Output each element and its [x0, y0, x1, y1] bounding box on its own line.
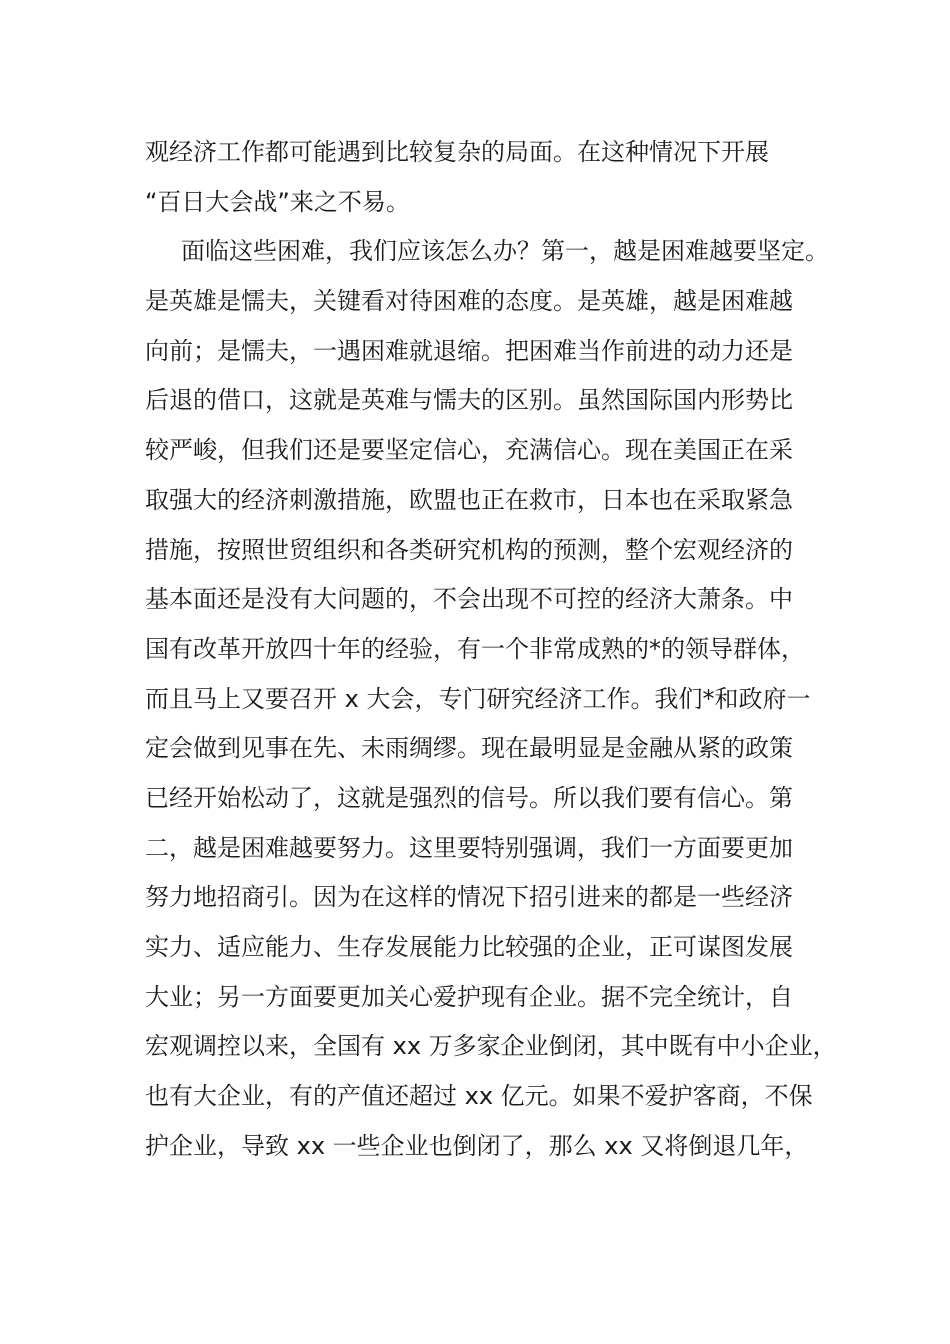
text-line: 定会做到见事在先、未雨绸缪。现在最明显是金融从紧的政策: [145, 734, 793, 763]
text-line: 护企业，导致 xx 一些企业也倒闭了，那么 xx 又将倒退几年，: [145, 1131, 809, 1160]
text-line: 向前；是懦夫，一遇困难就退缩。把困难当作前进的动力还是: [145, 336, 793, 365]
paragraph-start-line: 面临这些困难，我们应该怎么办？第一，越是困难越要坚定。: [181, 237, 829, 266]
text-line: 是英雄是懦夫，关键看对待困难的态度。是英雄，越是困难越: [145, 287, 793, 316]
text-line: 二，越是困难越要努力。这里要特别强调，我们一方面要更加: [145, 833, 793, 862]
text-line: 观经济工作都可能遇到比较复杂的局面。在这种情况下开展: [145, 138, 769, 166]
text-line: 基本面还是没有大问题的，不会出现不可控的经济大萧条。中: [145, 585, 793, 614]
text-line: 也有大企业，有的产值还超过 xx 亿元。如果不爱护客商，不保: [145, 1082, 813, 1111]
text-line: 努力地招商引。因为在这样的情况下招引进来的都是一些经济: [145, 883, 793, 912]
text-line: 已经开始松动了，这就是强烈的信号。所以我们要有信心。第: [145, 783, 793, 812]
text-line: 大业；另一方面要更加关心爱护现有企业。据不完全统计，自: [145, 982, 793, 1011]
text-line: 宏观调控以来，全国有 xx 万多家企业倒闭，其中既有中小企业，: [145, 1032, 837, 1061]
text-line: 实力、适应能力、生存发展能力比较强的企业，正可谋图发展: [145, 933, 793, 961]
text-line: 而且马上又要召开 x 大会，专门研究经济工作。我们*和政府一: [145, 684, 811, 713]
text-line: 较严峻，但我们还是要坚定信心，充满信心。现在美国正在采: [145, 436, 793, 465]
text-line: 后退的借口，这就是英难与懦夫的区别。虽然国际国内形势比: [145, 386, 793, 415]
text-line: “百日大会战”来之不易。: [145, 187, 410, 216]
text-line: 取强大的经济刺激措施，欧盟也正在救市，日本也在采取紧急: [145, 485, 793, 514]
text-line: 国有改革开放四十年的经验，有一个非常成熟的*的领导群体，: [145, 634, 805, 663]
text-line: 措施，按照世贸组织和各类研究机构的预测，整个宏观经济的: [145, 535, 793, 564]
body-text: [145, 128, 837, 1171]
